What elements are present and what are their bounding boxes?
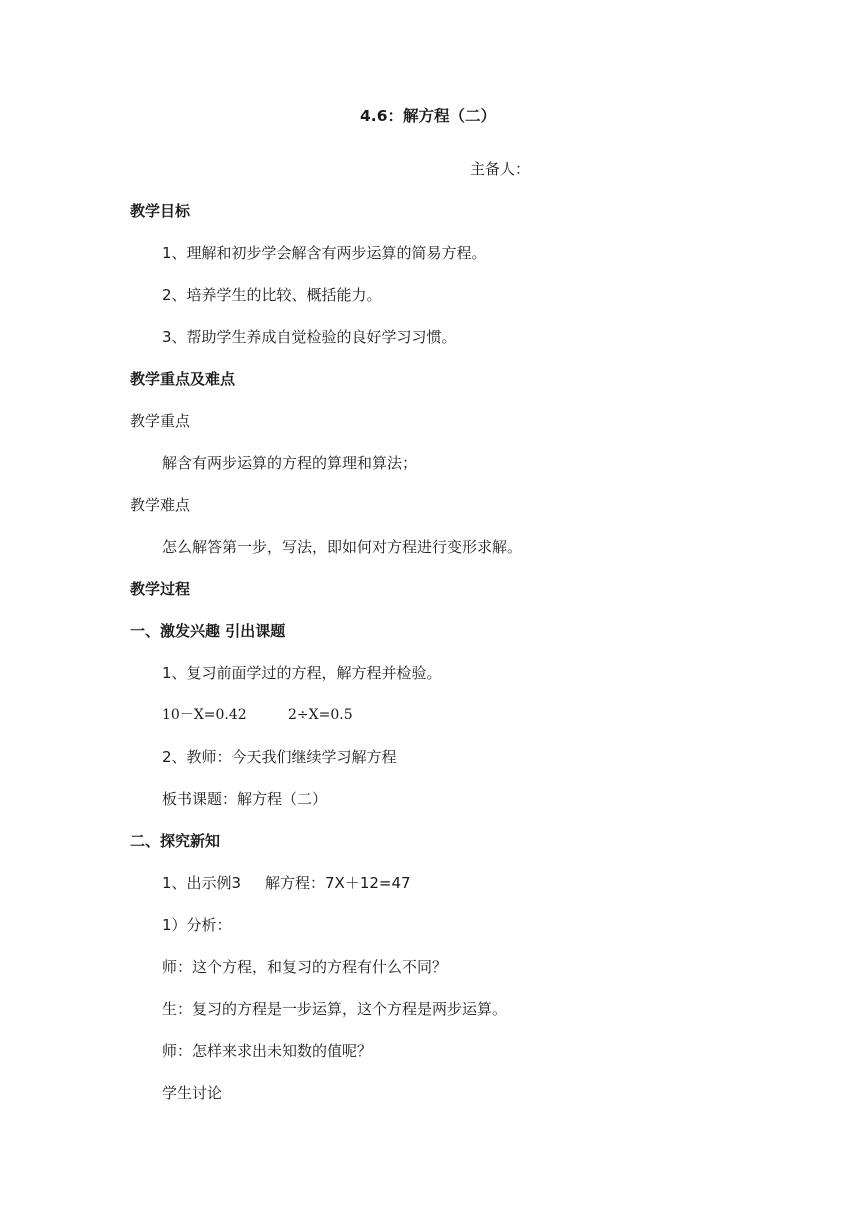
section-heading-process: 教学过程: [130, 580, 191, 598]
objective-item: 3、帮助学生养成自觉检验的良好学习习惯。: [162, 328, 457, 346]
part-one-item: 2、教师：今天我们继续学习解方程: [162, 748, 397, 766]
dialogue-line: 生：复习的方程是一步运算，这个方程是两步运算。: [162, 1000, 508, 1018]
difficult-point-label: 教学难点: [130, 496, 191, 514]
example-equation: 解方程：7X＋12=47: [265, 874, 411, 892]
review-equation: 2÷X=0.5: [288, 707, 353, 723]
discussion-note: 学生讨论: [162, 1084, 223, 1102]
section-heading-key-difficult: 教学重点及难点: [130, 370, 236, 388]
analysis-label: 1）分析：: [162, 916, 232, 934]
example-label: 1、出示例3: [162, 874, 242, 892]
key-point-text: 解含有两步运算的方程的算理和算法；: [162, 454, 418, 472]
objective-item: 1、理解和初步学会解含有两步运算的简易方程。: [162, 244, 487, 262]
review-equation: 10－X=0.42: [162, 707, 247, 723]
part-one-item: 1、复习前面学过的方程，解方程并检验。: [162, 664, 442, 682]
dialogue-line: 师：这个方程，和复习的方程有什么不同？: [162, 958, 448, 976]
document-title: 4.6：解方程（二）: [360, 107, 496, 125]
board-title: 板书课题：解方程（二）: [162, 790, 328, 808]
objective-item: 2、培养学生的比较、概括能力。: [162, 286, 382, 304]
difficult-point-text: 怎么解答第一步，写法，即如何对方程进行变形求解。: [162, 538, 523, 556]
part-two-heading: 二、探究新知: [130, 832, 221, 850]
section-heading-objectives: 教学目标: [130, 202, 191, 220]
dialogue-line: 师：怎样来求出未知数的值呢？: [162, 1042, 373, 1060]
key-point-label: 教学重点: [130, 412, 191, 430]
preparer-label: 主备人：: [470, 160, 531, 178]
part-one-heading: 一、激发兴趣 引出课题: [130, 622, 286, 640]
